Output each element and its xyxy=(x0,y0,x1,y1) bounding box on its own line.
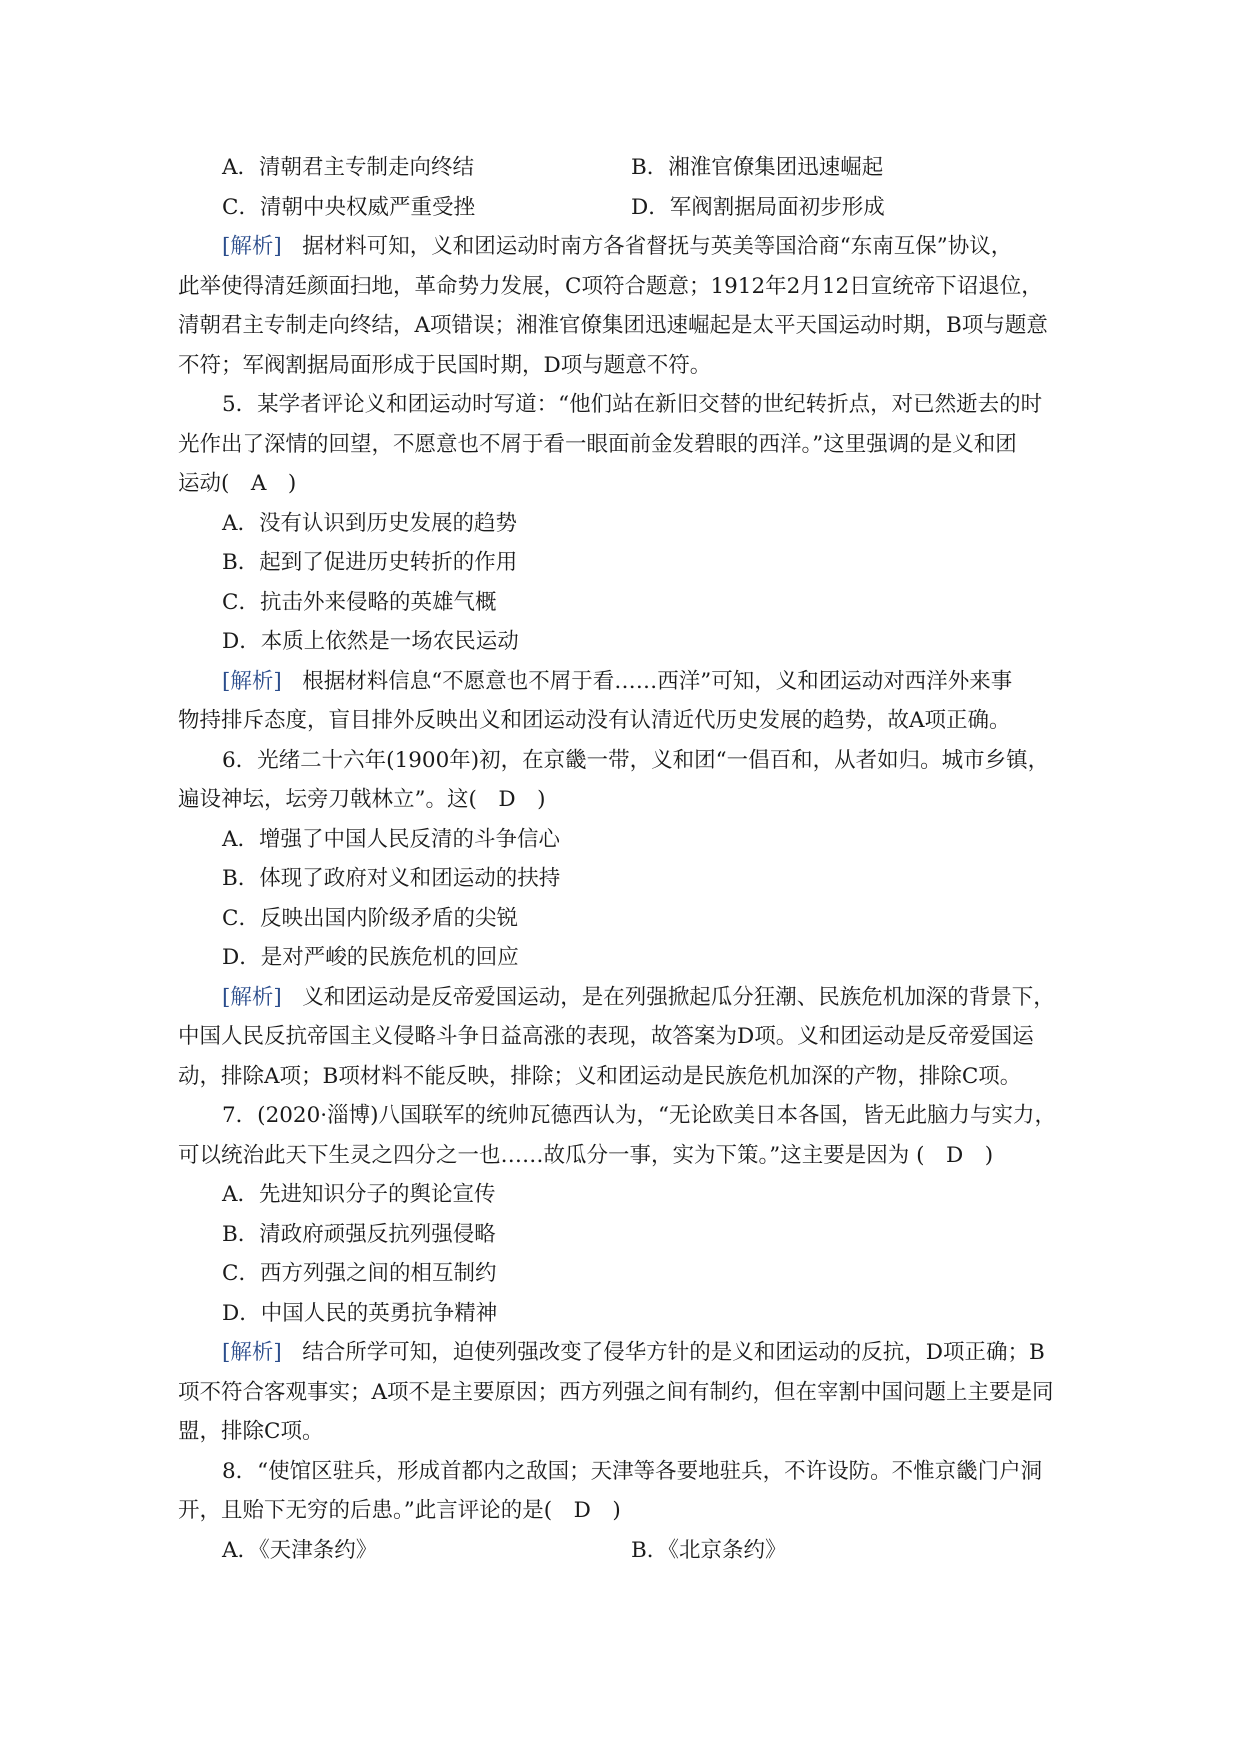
analysis-text: 据材料可知，义和团运动时南方各省督抚与英美等国洽商“东南互保”协议， xyxy=(302,234,1013,259)
q6-analysis-line-3: 动，排除A项；B项材料不能反映，排除；义和团运动是民族危机加深的产物，排除C项。 xyxy=(178,1063,1022,1089)
q8-stem-line-1: 8．“使馆区驻兵，形成首都内之敌国；天津等各要地驻兵，不许设防。不惟京畿门户洞 xyxy=(222,1458,1043,1484)
q7-analysis-line-1 xyxy=(178,1333,1076,1373)
q7-analysis-line-3: 盟，排除C项。 xyxy=(178,1419,324,1444)
q6-analysis-line-1 xyxy=(178,978,1076,1018)
q6-stem-line-1: 6．光绪二十六年(1900年)初，在京畿一带，义和团“一倡百和，从者如归。城市乡镇， xyxy=(222,747,1050,773)
analysis-tag: [解析] xyxy=(222,234,282,259)
q5-stem-line-2: 光作出了深情的回望，不愿意也不屑于看一眼面前金发碧眼的西洋。”这里强调的是义和团 xyxy=(178,431,1017,457)
q8-option-b: B．《北京条约》 xyxy=(631,1537,787,1563)
q4-options-row-2 xyxy=(178,188,1076,228)
q4-option-b: B．湘淮官僚集团迅速崛起 xyxy=(631,155,884,180)
q4-option-c: C．清朝中央权威严重受挫 xyxy=(222,194,475,220)
q4-analysis-line-3: 清朝君主专制走向终结，A项错误；湘淮官僚集团迅速崛起是太平天国运动时期，B项与题意 xyxy=(178,313,1048,338)
q4-option-d: D．军阀割据局面初步形成 xyxy=(631,194,885,220)
q6-stem-line-2: 遍设神坛，坛旁刀戟林立”。这( D ) xyxy=(178,787,546,812)
q6-option-a: A．增强了中国人民反清的斗争信心 xyxy=(222,826,561,852)
analysis-tag: [解析] xyxy=(222,668,282,694)
q5-option-b: B．起到了促进历史转折的作用 xyxy=(222,550,518,575)
analysis-text: 结合所学可知，迫使列强改变了侵华方针的是义和团运动的反抗，D项正确；B xyxy=(302,1340,1045,1365)
analysis-text: 根据材料信息“不愿意也不屑于看……西洋”可知，义和团运动对西洋外来事 xyxy=(302,668,1013,694)
q5-stem-line-1: 5．某学者评论义和团运动时写道：“他们站在新旧交替的世纪转折点，对已然逝去的时 xyxy=(222,392,1043,417)
q7-option-b: B．清政府顽强反抗列强侵略 xyxy=(222,1221,496,1247)
q4-analysis-line-1 xyxy=(178,227,1076,267)
analysis-tag: [解析] xyxy=(222,1340,282,1365)
q8-option-a: A．《天津条约》 xyxy=(222,1537,378,1563)
q7-option-c: C．西方列强之间的相互制约 xyxy=(222,1261,497,1286)
q4-analysis-line-4: 不符；军阀割据局面形成于民国时期，D项与题意不符。 xyxy=(178,352,712,378)
q5-analysis-line-1 xyxy=(178,662,1076,702)
q6-option-b: B．体现了政府对义和团运动的扶持 xyxy=(222,866,561,891)
analysis-tag: [解析] xyxy=(222,984,282,1010)
q7-option-d: D．中国人民的英勇抗争精神 xyxy=(222,1300,498,1326)
q5-stem-line-3: 运动( A ) xyxy=(178,471,297,496)
q8-options-row-1 xyxy=(178,1531,1076,1571)
q7-option-a: A．先进知识分子的舆论宣传 xyxy=(222,1182,496,1207)
q7-stem-line-2: 可以统治此天下生灵之四分之一也……故瓜分一事，实为下策。”这主要是因为 ( D ) xyxy=(178,1142,994,1168)
q6-analysis-line-2: 中国人民反抗帝国主义侵略斗争日益高涨的表现，故答案为D项。义和团运动是反帝爱国运 xyxy=(178,1024,1034,1049)
q8-stem-line-2: 开，且贻下无穷的后患。”此言评论的是( D ) xyxy=(178,1498,621,1523)
document-body xyxy=(178,148,1076,1570)
analysis-text: 义和团运动是反帝爱国运动，是在列强掀起瓜分狂潮、民族危机加深的背景下， xyxy=(302,984,1055,1010)
q5-option-a: A．没有认识到历史发展的趋势 xyxy=(222,510,518,536)
q4-option-a: A．清朝君主专制走向终结 xyxy=(222,155,475,180)
q5-option-d: D．本质上依然是一场农民运动 xyxy=(222,629,519,654)
q6-option-d: D．是对严峻的民族危机的回应 xyxy=(222,945,519,970)
q7-analysis-line-2: 项不符合客观事实；A项不是主要原因；西方列强之间有制约，但在宰割中国问题上主要是同 xyxy=(178,1379,1054,1405)
q5-option-c: C．抗击外来侵略的英雄气概 xyxy=(222,589,497,615)
q5-analysis-line-2: 物持排斥态度，盲目排外反映出义和团运动没有认清近代历史发展的趋势，故A项正确。 xyxy=(178,708,1011,733)
q4-analysis-line-2: 此举使得清廷颜面扫地，革命势力发展，C项符合题意；1912年2月12日宣统帝下诏退位， xyxy=(178,273,1043,299)
q4-options-row-1 xyxy=(178,148,1076,188)
q6-option-c: C．反映出国内阶级矛盾的尖锐 xyxy=(222,905,518,931)
q7-stem-line-1: 7．(2020·淄博)八国联军的统帅瓦德西认为，“无论欧美日本各国，皆无此脑力与实力， xyxy=(222,1103,1056,1128)
